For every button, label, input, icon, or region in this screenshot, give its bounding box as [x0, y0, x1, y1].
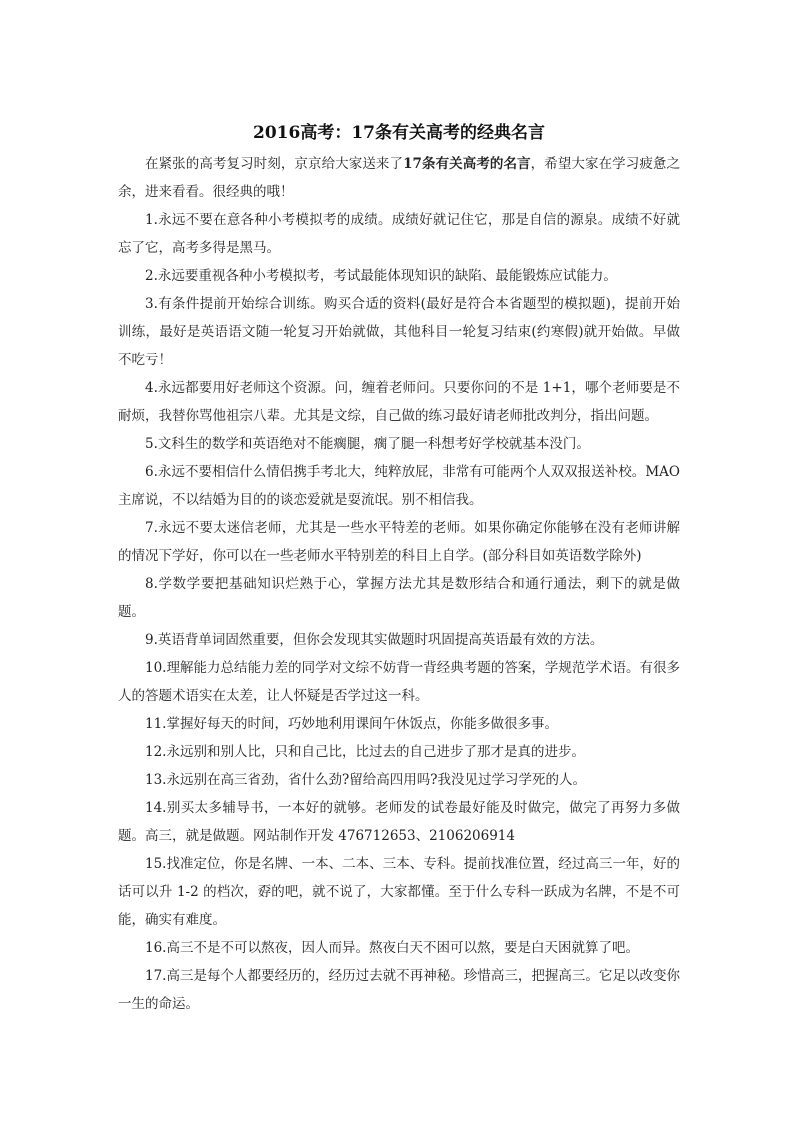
- quote-item-4: 4.永远都要用好老师这个资源。问，缠着老师问。只要你问的不是 1+1，哪个老师要是不耐烦，我替你骂他祖宗八辈。尤其是文综，自己做的练习最好请老师批改判分，指出问题。: [118, 380, 680, 424]
- intro-text-after: ，希望大家在学习疲惫之余，进来看看。很经典的哦！: [118, 156, 680, 200]
- quote-item-7: 7.永远不要太迷信老师，尤其是一些水平特差的老师。如果你确定你能够在没有老师讲解的情况下学好，你可以在一些老师水平特别差的科目上自学。(部分科目如英语数学除外): [118, 520, 680, 564]
- quote-item-5: 5.文科生的数学和英语绝对不能瘸腿，瘸了腿一科想考好学校就基本没门。: [145, 436, 590, 452]
- quote-item-17: 17.高三是每个人都要经历的，经历过去就不再神秘。珍惜高三，把握高三。它足以改变你一生的命运。: [118, 968, 680, 1012]
- quote-item-2: 2.永远要重视各种小考模拟考，考试最能体现知识的缺陷、最能锻炼应试能力。: [145, 268, 617, 284]
- document-page: [118, 120, 680, 1018]
- quote-item-3: 3.有条件提前开始综合训练。购买合适的资料(最好是符合本省题型的模拟题)，提前开始训练，最好是英语语文随一轮复习开始就做，其他科目一轮复习结束(约寒假)就开始做。早做不吃亏！: [118, 296, 680, 368]
- quote-item-8: 8.学数学要把基础知识烂熟于心，掌握方法尤其是数形结合和通行通法，剩下的就是做题。: [118, 576, 680, 620]
- quote-item-15: 15.找准定位，你是名牌、一本、二本、三本、专科。提前找准位置，经过高三一年，好的话可以升 1-2 的档次，孬的吧，就不说了，大家都懂。至于什么专科一跃成为名牌，不是不可能，确实有难度。: [118, 856, 680, 928]
- quote-item-6: 6.永远不要相信什么情侣携手考北大，纯粹放屁，非常有可能两个人双双报送补校。MAO主席说，不以结婚为目的的谈恋爱就是耍流氓。别不相信我。: [118, 464, 680, 508]
- document-title: 2016高考：17条有关高考的经典名言: [253, 123, 545, 143]
- quote-item-14: 14.别买太多辅导书，一本好的就够。老师发的试卷最好能及时做完，做完了再努力多做题。高三，就是做题。网站制作开发 476712653、2106206914: [118, 800, 680, 844]
- quote-item-9: 9.英语背单词固然重要，但你会发现其实做题时巩固提高英语最有效的方法。: [145, 632, 604, 648]
- intro-text-bold: 17条有关高考的名言: [403, 156, 531, 172]
- quote-item-12: 12.永远别和别人比，只和自己比，比过去的自己进步了那才是真的进步。: [145, 744, 585, 760]
- intro-text-before: 在紧张的高考复习时刻，京京给大家送来了: [145, 156, 404, 172]
- quote-item-16: 16.高三不是不可以熬夜，因人而异。熬夜白天不困可以熬，要是白天困就算了吧。: [145, 940, 639, 956]
- quote-item-13: 13.永远别在高三省劲，省什么劲?留给高四用吗?我没见过学习学死的人。: [145, 772, 586, 788]
- quote-item-1: 1.永远不要在意各种小考模拟考的成绩。成绩好就记住它，那是自信的源泉。成绩不好就忘了它，高考多得是黑马。: [118, 212, 680, 256]
- quote-item-10: 10.理解能力总结能力差的同学对文综不妨背一背经典考题的答案，学规范学术语。有很多人的答题术语实在太差，让人怀疑是否学过这一科。: [118, 660, 680, 704]
- intro-paragraph: [118, 150, 680, 206]
- quote-item-11: 11.掌握好每天的时间，巧妙地利用课间午休饭点，你能多做很多事。: [145, 716, 558, 732]
